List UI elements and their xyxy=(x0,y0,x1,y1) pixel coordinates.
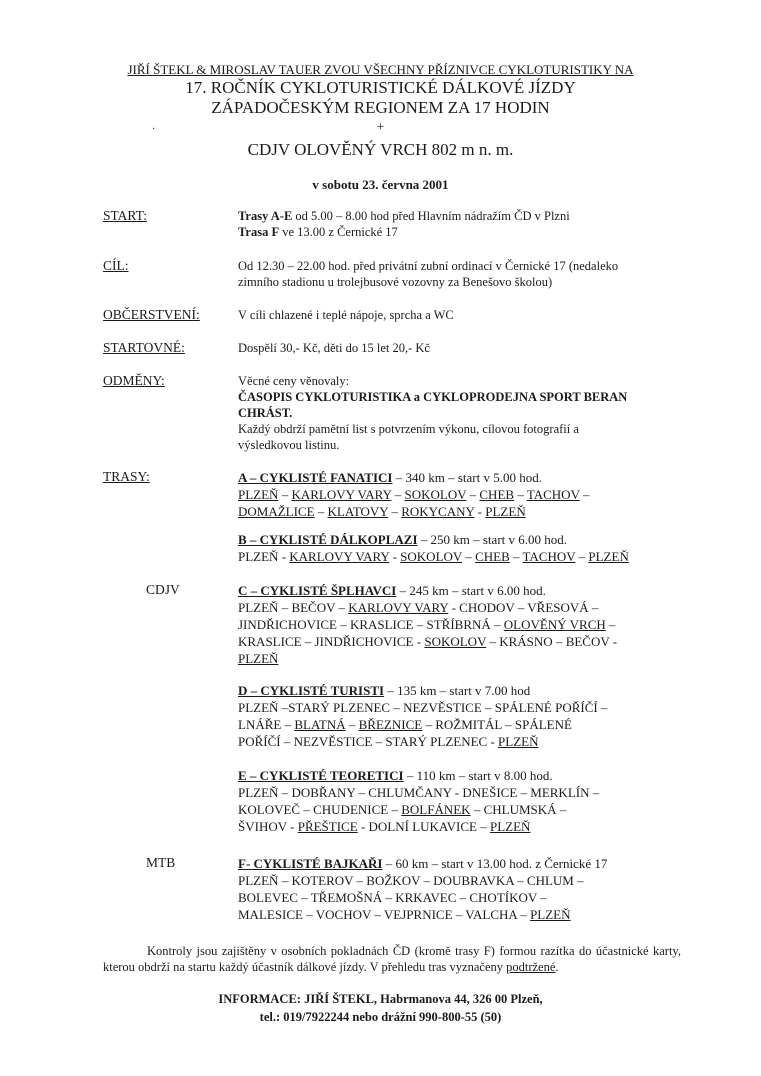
contact-line-1: INFORMACE: JIŘÍ ŠTEKL, Habrmanova 44, 326 00 Plzeň, xyxy=(218,992,543,1006)
stop: PLZEŇ xyxy=(489,819,531,834)
footer-text: Kontroly jsou zajištěny v osobních pokladnách ČD (kromě trasy F) formou razítka do účastnické karty, kterou obdrží na startu každý účastník dálkové jízdy. V přehledu tras vyznačeny xyxy=(103,944,681,974)
mtb-label: MTB xyxy=(146,855,176,870)
stop: ROKYCANY xyxy=(401,504,475,519)
route-f-line-2 xyxy=(238,889,708,906)
route-c xyxy=(238,582,708,667)
stop: – CHLUMSKÁ – xyxy=(470,802,567,817)
route-c-info: – 245 km – start v 6.00 hod. xyxy=(396,583,546,598)
stop: PŘEŠTICE xyxy=(297,819,358,834)
stop: JINDŘICHOVICE – KRASLICE – STŘÍBRNÁ – xyxy=(238,617,504,632)
stop: PLZEŇ – DOBŘANY – CHLUMČANY - DNEŠICE – MERKLÍN – xyxy=(238,785,600,800)
route-a-title: A – CYKLISTÉ FANATICI xyxy=(238,470,393,485)
prizes-value xyxy=(238,373,698,453)
route-b-title: B – CYKLISTÉ DÁLKOPLAZI xyxy=(238,532,418,547)
start-value xyxy=(238,208,698,240)
sep: – xyxy=(575,549,589,564)
footer-underlined: podtržené xyxy=(506,960,556,974)
sep: – xyxy=(345,717,359,732)
route-d-line-1 xyxy=(238,699,708,716)
start-route-f: Trasa F xyxy=(238,225,280,239)
route-d-info: – 135 km – start v 7.00 hod xyxy=(384,683,531,698)
prizes-line-4: Každý obdrží pamětní list s potvrzením výkonu, cílovou fotografií a xyxy=(238,422,579,436)
start-label: START: xyxy=(103,208,147,223)
route-c-line-2 xyxy=(238,616,708,633)
sep: – xyxy=(314,504,328,519)
stop: KARLOVY VARY xyxy=(291,487,392,502)
prizes-line-5: výsledkovou listinu. xyxy=(238,438,340,452)
stop: KOLOVEČ – CHUDENICE – xyxy=(238,802,402,817)
sep: – xyxy=(388,504,402,519)
footer-period: . xyxy=(555,960,559,974)
stop: PLZEŇ xyxy=(238,651,279,666)
start-route-f-text: ve 13.00 z Černické 17 xyxy=(279,225,398,239)
route-c-line-1 xyxy=(238,599,708,616)
stop: OLOVĚNÝ VRCH xyxy=(503,617,606,632)
finish-value xyxy=(238,258,698,290)
route-c-line-3 xyxy=(238,633,708,650)
stop: KARLOVY VARY xyxy=(289,549,390,564)
stop: BŘEZNICE xyxy=(358,717,423,732)
route-d-line-2 xyxy=(238,716,708,733)
stop: POŘÍČÍ – NEZVĚSTICE – STARÝ PLZENEC - xyxy=(238,734,499,749)
cdjv-label: CDJV xyxy=(146,582,180,597)
stop: PLZEŇ xyxy=(588,549,629,564)
route-f-info: – 60 km – start v 13.00 hod. z Černické 17 xyxy=(382,856,608,871)
route-a-line-1 xyxy=(238,486,708,503)
route-f-line-1 xyxy=(238,872,708,889)
stop: – KRÁSNO – BEČOV - xyxy=(486,634,618,649)
route-a xyxy=(238,469,708,520)
start-routes-ae-text: od 5.00 – 8.00 hod před Hlavním nádražím ČD v Plzni xyxy=(292,209,570,223)
route-b-line-1 xyxy=(238,548,708,565)
stop: - CHODOV – VŘESOVÁ – xyxy=(448,600,599,615)
finish-line-1: Od 12.30 – 22.00 hod. před privátní zubní ordinací v Černické 17 (nedaleko xyxy=(238,259,619,273)
stop: PLZEŇ xyxy=(530,907,571,922)
stop: PLZEŇ – KOTEROV – BOŽKOV – DOUBRAVKA – CHLUM – xyxy=(238,873,584,888)
route-a-info: – 340 km – start v 5.00 hod. xyxy=(392,470,542,485)
prizes-line-1: Věcné ceny věnovaly: xyxy=(238,374,350,388)
stop: PLZEŇ xyxy=(498,734,539,749)
sep: - xyxy=(389,549,401,564)
route-b xyxy=(238,531,708,565)
sep: – xyxy=(579,487,590,502)
route-d xyxy=(238,682,708,750)
sep: – xyxy=(514,487,527,502)
stop: KRASLICE – JINDŘICHOVICE - xyxy=(238,634,425,649)
sep: – xyxy=(278,487,292,502)
sep: – xyxy=(466,487,480,502)
stop: CHEB xyxy=(479,487,515,502)
invitation-line: JIŘÍ ŠTEKL & MIROSLAV TAUER ZVOU VŠECHNY PŘÍZNIVCE CYKLOTURISTIKY NA xyxy=(127,62,634,77)
refreshment-value: V cíli chlazené i teplé nápoje, sprcha a WC xyxy=(238,308,454,322)
sep: – xyxy=(605,617,616,632)
route-f-line-3 xyxy=(238,906,708,923)
stop: ŠVIHOV - xyxy=(238,819,298,834)
stray-dot: · xyxy=(152,124,156,135)
route-c-title: C – CYKLISTÉ ŠPLHAVCI xyxy=(238,583,397,598)
fee-value: Dospělí 30,- Kč, děti do 15 let 20,- Kč xyxy=(238,341,430,355)
route-e-line-3 xyxy=(238,818,708,835)
stop: PLZEŇ xyxy=(485,504,526,519)
footer-note xyxy=(103,943,681,975)
stop: KLATOVY xyxy=(327,504,389,519)
route-d-line-3 xyxy=(238,733,708,750)
stop: PLZEŇ –STARÝ PLZENEC – NEZVĚSTICE – SPÁLENÉ POŘÍČÍ – xyxy=(238,700,608,715)
stop: PLZEŇ xyxy=(238,487,279,502)
stop: SOKOLOV xyxy=(424,634,487,649)
stop: TACHOV xyxy=(526,487,580,502)
finish-line-2: zimního stadionu u trolejbusové vozovny za Benešovo školou) xyxy=(238,275,553,289)
routes-label: TRASY: xyxy=(103,469,150,484)
stop: PLZEŇ – BEČOV – xyxy=(238,600,349,615)
route-a-line-2 xyxy=(238,503,708,520)
route-f-title: F- CYKLISTÉ BAJKAŘI xyxy=(238,856,383,871)
prizes-sponsors-cont: CHRÁST. xyxy=(238,406,293,420)
stop: BLATNÁ xyxy=(294,717,346,732)
stop: TACHOV xyxy=(522,549,576,564)
sep: – xyxy=(509,549,523,564)
stop: BOLFÁNEK xyxy=(401,802,471,817)
title-line-2: ZÁPADOČESKÝM REGIONEM ZA 17 HODIN xyxy=(211,98,550,117)
fee-label: STARTOVNÉ: xyxy=(103,340,185,355)
route-b-info: – 250 km – start v 6.00 hod. xyxy=(417,532,568,547)
sep: – xyxy=(391,487,405,502)
route-f xyxy=(238,855,708,923)
stop: DOMAŽLICE xyxy=(238,504,315,519)
route-e xyxy=(238,767,708,835)
finish-label: CÍL: xyxy=(103,258,129,273)
contact-info xyxy=(0,990,761,1026)
stop: SOKOLOV xyxy=(404,487,467,502)
stop: - DOLNÍ LUKAVICE – xyxy=(357,819,490,834)
stop: KARLOVY VARY xyxy=(348,600,449,615)
title-line-1: 17. ROČNÍK CYKLOTURISTICKÉ DÁLKOVÉ JÍZDY xyxy=(185,78,576,97)
stop: LNÁŘE – xyxy=(238,717,295,732)
refreshment-label: OBČERSTVENÍ: xyxy=(103,307,200,322)
stop: CHEB xyxy=(475,549,510,564)
route-e-info: – 110 km – start v 8.00 hod. xyxy=(403,768,553,783)
route-d-title: D – CYKLISTÉ TURISTI xyxy=(238,683,385,698)
title-line-3: CDJV OLOVĚNÝ VRCH 802 m n. m. xyxy=(247,140,514,159)
route-e-line-2 xyxy=(238,801,708,818)
stop: BOLEVEC – TŘEMOŠNÁ – KRKAVEC – CHOTÍKOV – xyxy=(238,890,547,905)
stop: SOKOLOV xyxy=(400,549,463,564)
stop: MALESICE – VOCHOV – VEJPRNICE – VALCHA – xyxy=(238,907,531,922)
route-e-line-1 xyxy=(238,784,708,801)
route-e-title: E – CYKLISTÉ TEORETICI xyxy=(238,768,404,783)
start-routes-ae: Trasy A-E xyxy=(238,209,293,223)
contact-line-2: tel.: 019/7922244 nebo drážní 990-800-55 (50) xyxy=(259,1010,502,1024)
event-date: v sobotu 23. června 2001 xyxy=(312,177,449,192)
sep: – xyxy=(462,549,476,564)
sep: - xyxy=(474,504,486,519)
stop: – ROŽMITÁL – SPÁLENÉ xyxy=(422,717,572,732)
prizes-sponsors: ČASOPIS CYKLOTURISTIKA a CYKLOPRODEJNA SPORT BERAN xyxy=(238,390,628,404)
stop: PLZEŇ - xyxy=(238,549,290,564)
plus-sign: + xyxy=(376,120,385,135)
route-c-line-4 xyxy=(238,650,708,667)
prizes-label: ODMĚNY: xyxy=(103,373,165,388)
